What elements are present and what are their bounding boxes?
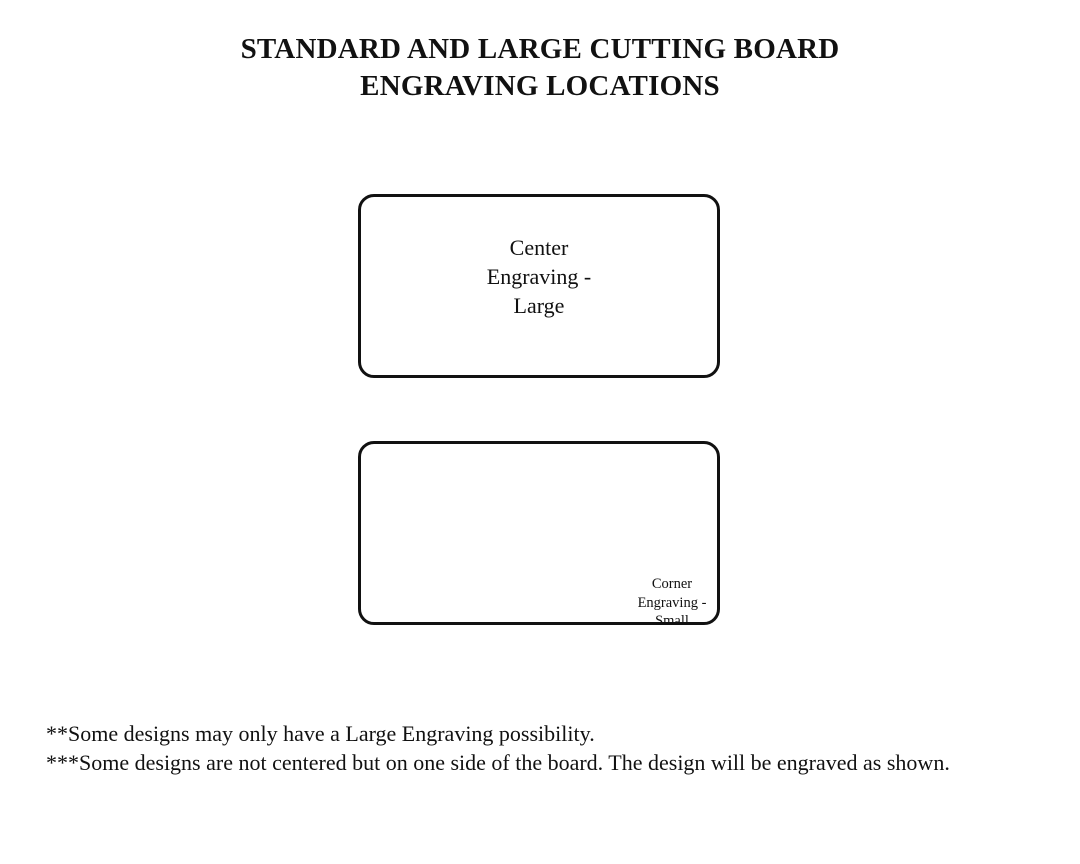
corner-label-line-3: Small bbox=[655, 613, 689, 629]
center-engraving-label bbox=[361, 233, 717, 320]
title-line-2: ENGRAVING LOCATIONS bbox=[360, 70, 720, 102]
corner-label-line-1: Corner bbox=[651, 576, 693, 592]
center-label-line-2: Engraving - bbox=[486, 264, 592, 289]
title-line-1: STANDARD AND LARGE CUTTING BOARD bbox=[240, 33, 840, 65]
footnotes bbox=[46, 719, 950, 777]
center-label-line-1: Center bbox=[509, 235, 569, 260]
corner-engraving-board bbox=[358, 441, 720, 629]
page-title bbox=[0, 31, 1080, 105]
center-label-line-3: Large bbox=[513, 293, 565, 318]
corner-engraving-label bbox=[627, 575, 717, 631]
footnote-side-placement: ***Some designs are not centered but on one side of the board. The design will be engraved as shown. bbox=[46, 750, 950, 775]
corner-label-line-2: Engraving - bbox=[637, 594, 707, 611]
center-engraving-board bbox=[358, 194, 720, 378]
footnote-large-only: **Some designs may only have a Large Engraving possibility. bbox=[46, 721, 595, 746]
